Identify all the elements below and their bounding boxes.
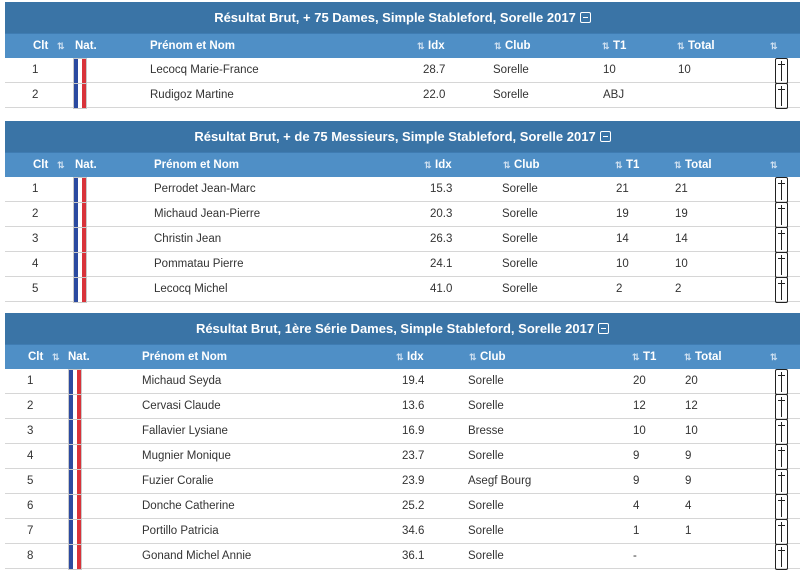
sort-arrows-icon[interactable]: ⇅ bbox=[602, 41, 610, 51]
sort-arrows-icon[interactable]: ⇅ bbox=[674, 160, 682, 170]
club-cell: Asegf Bourg bbox=[468, 475, 532, 487]
table-row bbox=[5, 394, 800, 419]
club-cell: Sorelle bbox=[468, 550, 504, 562]
rank-cell: 5 bbox=[32, 283, 39, 295]
sort-arrows-icon[interactable]: ⇅ bbox=[417, 41, 425, 51]
france-flag-icon bbox=[73, 202, 87, 228]
table-row bbox=[5, 227, 800, 252]
index-cell: 26.3 bbox=[430, 233, 453, 245]
table-row bbox=[5, 58, 800, 83]
club-cell: Sorelle bbox=[502, 183, 538, 195]
player-name: Cervasi Claude bbox=[142, 400, 221, 412]
player-name: Pommatau Pierre bbox=[154, 258, 244, 270]
expand-row-icon[interactable] bbox=[775, 494, 788, 520]
expand-row-icon[interactable] bbox=[775, 394, 788, 420]
club-cell: Sorelle bbox=[468, 450, 504, 462]
expand-row-icon[interactable] bbox=[775, 58, 788, 84]
total-cell: 10 bbox=[685, 425, 698, 437]
table-row bbox=[5, 252, 800, 277]
column-header-clt[interactable]: Clt bbox=[28, 351, 44, 363]
club-cell: Sorelle bbox=[468, 375, 504, 387]
france-flag-icon bbox=[73, 177, 87, 203]
results-table bbox=[5, 2, 800, 108]
club-cell: Bresse bbox=[468, 425, 504, 437]
table-title-text: Résultat Brut, + de 75 Messieurs, Simple Stableford, Sorelle 2017 bbox=[194, 129, 596, 144]
expand-row-icon[interactable] bbox=[775, 419, 788, 445]
expand-row-icon[interactable] bbox=[775, 444, 788, 470]
column-header-name[interactable]: Prénom et Nom bbox=[142, 351, 227, 363]
rank-cell: 4 bbox=[32, 258, 39, 270]
france-flag-icon bbox=[73, 277, 87, 303]
table-row bbox=[5, 444, 800, 469]
total-cell: 21 bbox=[675, 183, 688, 195]
collapse-icon[interactable] bbox=[580, 12, 591, 23]
sort-arrows-icon[interactable]: ⇅ bbox=[770, 160, 778, 170]
t1-cell: 21 bbox=[616, 183, 629, 195]
club-cell: Sorelle bbox=[493, 89, 529, 101]
expand-row-icon[interactable] bbox=[775, 544, 788, 570]
sort-arrows-icon[interactable]: ⇅ bbox=[770, 41, 778, 51]
total-cell: 4 bbox=[685, 500, 692, 512]
sort-arrows-icon[interactable]: ⇅ bbox=[57, 41, 65, 51]
t1-cell: 9 bbox=[633, 450, 640, 462]
sort-arrows-icon[interactable]: ⇅ bbox=[632, 352, 640, 362]
player-name: Gonand Michel Annie bbox=[142, 550, 252, 562]
total-cell: 9 bbox=[685, 475, 692, 487]
column-header-t1[interactable]: T1 bbox=[613, 40, 627, 52]
player-name: Christin Jean bbox=[154, 233, 222, 245]
table-title bbox=[5, 2, 800, 33]
column-header-club[interactable]: Club bbox=[480, 351, 506, 363]
column-header-idx[interactable]: Idx bbox=[428, 40, 445, 52]
index-cell: 23.7 bbox=[402, 450, 425, 462]
rank-cell: 3 bbox=[32, 233, 39, 245]
table-header bbox=[5, 152, 800, 177]
t1-cell: - bbox=[633, 550, 637, 562]
player-name: Michaud Seyda bbox=[142, 375, 222, 387]
rank-cell: 2 bbox=[32, 208, 39, 220]
column-header-club[interactable]: Club bbox=[514, 159, 540, 171]
sort-arrows-icon[interactable]: ⇅ bbox=[396, 352, 404, 362]
total-cell: 10 bbox=[678, 64, 691, 76]
rank-cell: 7 bbox=[27, 525, 34, 537]
table-header bbox=[5, 344, 800, 369]
expand-row-icon[interactable] bbox=[775, 227, 788, 253]
index-cell: 13.6 bbox=[402, 400, 425, 412]
column-header-name[interactable]: Prénom et Nom bbox=[154, 159, 239, 171]
column-header-total[interactable]: Total bbox=[695, 351, 722, 363]
t1-cell: 4 bbox=[633, 500, 640, 512]
sort-arrows-icon[interactable]: ⇅ bbox=[52, 352, 60, 362]
total-cell: 2 bbox=[675, 283, 682, 295]
expand-row-icon[interactable] bbox=[775, 519, 788, 545]
expand-row-icon[interactable] bbox=[775, 83, 788, 109]
table-row bbox=[5, 83, 800, 108]
france-flag-icon bbox=[68, 469, 82, 495]
column-header-name[interactable]: Prénom et Nom bbox=[150, 40, 235, 52]
t1-cell: 14 bbox=[616, 233, 629, 245]
t1-cell: 2 bbox=[616, 283, 623, 295]
t1-cell: 10 bbox=[633, 425, 646, 437]
rank-cell: 5 bbox=[27, 475, 34, 487]
index-cell: 23.9 bbox=[402, 475, 425, 487]
t1-cell: ABJ bbox=[603, 89, 625, 101]
player-name: Portillo Patricia bbox=[142, 525, 219, 537]
column-header-clt[interactable]: Clt bbox=[33, 159, 49, 171]
rank-cell: 4 bbox=[27, 450, 34, 462]
rank-cell: 1 bbox=[32, 183, 39, 195]
table-title-text: Résultat Brut, 1ère Série Dames, Simple Stableford, Sorelle 2017 bbox=[195, 321, 595, 336]
sort-arrows-icon[interactable]: ⇅ bbox=[615, 160, 623, 170]
france-flag-icon bbox=[73, 83, 87, 109]
t1-cell: 20 bbox=[633, 375, 646, 387]
rank-cell: 6 bbox=[27, 500, 34, 512]
t1-cell: 9 bbox=[633, 475, 640, 487]
sort-arrows-icon[interactable]: ⇅ bbox=[494, 41, 502, 51]
france-flag-icon bbox=[68, 494, 82, 520]
player-name: Donche Catherine bbox=[142, 500, 235, 512]
table-row bbox=[5, 469, 800, 494]
sort-arrows-icon[interactable]: ⇅ bbox=[469, 352, 477, 362]
player-name: Fuzier Coralie bbox=[142, 475, 214, 487]
collapse-icon[interactable] bbox=[598, 323, 609, 334]
rank-cell: 1 bbox=[32, 64, 39, 76]
france-flag-icon bbox=[68, 369, 82, 395]
total-cell: 9 bbox=[685, 450, 692, 462]
club-cell: Sorelle bbox=[502, 283, 538, 295]
table-row bbox=[5, 519, 800, 544]
player-name: Mugnier Monique bbox=[142, 450, 231, 462]
t1-cell: 10 bbox=[603, 64, 616, 76]
rank-cell: 2 bbox=[32, 89, 39, 101]
column-header-nat[interactable]: Nat. bbox=[75, 159, 97, 171]
rank-cell: 3 bbox=[27, 425, 34, 437]
club-cell: Sorelle bbox=[502, 208, 538, 220]
table-row bbox=[5, 202, 800, 227]
club-cell: Sorelle bbox=[493, 64, 529, 76]
rank-cell: 1 bbox=[27, 375, 34, 387]
club-cell: Sorelle bbox=[502, 258, 538, 270]
player-name: Fallavier Lysiane bbox=[142, 425, 228, 437]
column-header-nat[interactable]: Nat. bbox=[75, 40, 97, 52]
column-header-idx[interactable]: Idx bbox=[407, 351, 424, 363]
index-cell: 36.1 bbox=[402, 550, 425, 562]
france-flag-icon bbox=[73, 227, 87, 253]
t1-cell: 10 bbox=[616, 258, 629, 270]
sort-arrows-icon[interactable]: ⇅ bbox=[770, 352, 778, 362]
column-header-nat[interactable]: Nat. bbox=[68, 351, 90, 363]
index-cell: 15.3 bbox=[430, 183, 453, 195]
collapse-icon[interactable] bbox=[600, 131, 611, 142]
total-cell: 1 bbox=[685, 525, 692, 537]
rank-cell: 8 bbox=[27, 550, 34, 562]
column-header-clt[interactable]: Clt bbox=[33, 40, 49, 52]
france-flag-icon bbox=[73, 58, 87, 84]
france-flag-icon bbox=[68, 519, 82, 545]
expand-row-icon[interactable] bbox=[775, 252, 788, 278]
column-header-total[interactable]: Total bbox=[685, 159, 712, 171]
t1-cell: 1 bbox=[633, 525, 640, 537]
index-cell: 19.4 bbox=[402, 375, 425, 387]
t1-cell: 19 bbox=[616, 208, 629, 220]
france-flag-icon bbox=[68, 419, 82, 445]
column-header-total[interactable]: Total bbox=[688, 40, 715, 52]
index-cell: 25.2 bbox=[402, 500, 425, 512]
column-header-idx[interactable]: Idx bbox=[435, 159, 452, 171]
column-header-t1[interactable]: T1 bbox=[626, 159, 640, 171]
france-flag-icon bbox=[68, 444, 82, 470]
table-row bbox=[5, 369, 800, 394]
player-name: Michaud Jean-Pierre bbox=[154, 208, 261, 220]
sort-arrows-icon[interactable]: ⇅ bbox=[684, 352, 692, 362]
player-name: Perrodet Jean-Marc bbox=[154, 183, 256, 195]
index-cell: 34.6 bbox=[402, 525, 425, 537]
france-flag-icon bbox=[68, 394, 82, 420]
expand-row-icon[interactable] bbox=[775, 369, 788, 395]
total-cell: 19 bbox=[675, 208, 688, 220]
index-cell: 16.9 bbox=[402, 425, 425, 437]
player-name: Lecocq Michel bbox=[154, 283, 228, 295]
expand-row-icon[interactable] bbox=[775, 202, 788, 228]
sort-arrows-icon[interactable]: ⇅ bbox=[677, 41, 685, 51]
index-cell: 28.7 bbox=[423, 64, 446, 76]
club-cell: Sorelle bbox=[468, 400, 504, 412]
table-row bbox=[5, 544, 800, 569]
rank-cell: 2 bbox=[27, 400, 34, 412]
results-table bbox=[5, 313, 800, 569]
sort-arrows-icon[interactable]: ⇅ bbox=[57, 160, 65, 170]
table-row bbox=[5, 494, 800, 519]
column-header-club[interactable]: Club bbox=[505, 40, 531, 52]
club-cell: Sorelle bbox=[502, 233, 538, 245]
table-title bbox=[5, 313, 800, 344]
t1-cell: 12 bbox=[633, 400, 646, 412]
table-header bbox=[5, 33, 800, 58]
sort-arrows-icon[interactable]: ⇅ bbox=[424, 160, 432, 170]
total-cell: 14 bbox=[675, 233, 688, 245]
table-row bbox=[5, 277, 800, 302]
column-header-t1[interactable]: T1 bbox=[643, 351, 657, 363]
total-cell: 12 bbox=[685, 400, 698, 412]
index-cell: 20.3 bbox=[430, 208, 453, 220]
club-cell: Sorelle bbox=[468, 500, 504, 512]
table-row bbox=[5, 177, 800, 202]
expand-row-icon[interactable] bbox=[775, 177, 788, 203]
total-cell: 10 bbox=[675, 258, 688, 270]
table-title-text: Résultat Brut, + 75 Dames, Simple Stableford, Sorelle 2017 bbox=[214, 10, 576, 25]
index-cell: 22.0 bbox=[423, 89, 446, 101]
index-cell: 24.1 bbox=[430, 258, 453, 270]
expand-row-icon[interactable] bbox=[775, 469, 788, 495]
player-name: Lecocq Marie-France bbox=[150, 64, 259, 76]
club-cell: Sorelle bbox=[468, 525, 504, 537]
sort-arrows-icon[interactable]: ⇅ bbox=[503, 160, 511, 170]
expand-row-icon[interactable] bbox=[775, 277, 788, 303]
france-flag-icon bbox=[73, 252, 87, 278]
table-title bbox=[5, 121, 800, 152]
player-name: Rudigoz Martine bbox=[150, 89, 234, 101]
index-cell: 41.0 bbox=[430, 283, 453, 295]
france-flag-icon bbox=[68, 544, 82, 570]
table-row bbox=[5, 419, 800, 444]
total-cell: 20 bbox=[685, 375, 698, 387]
results-table bbox=[5, 121, 800, 302]
